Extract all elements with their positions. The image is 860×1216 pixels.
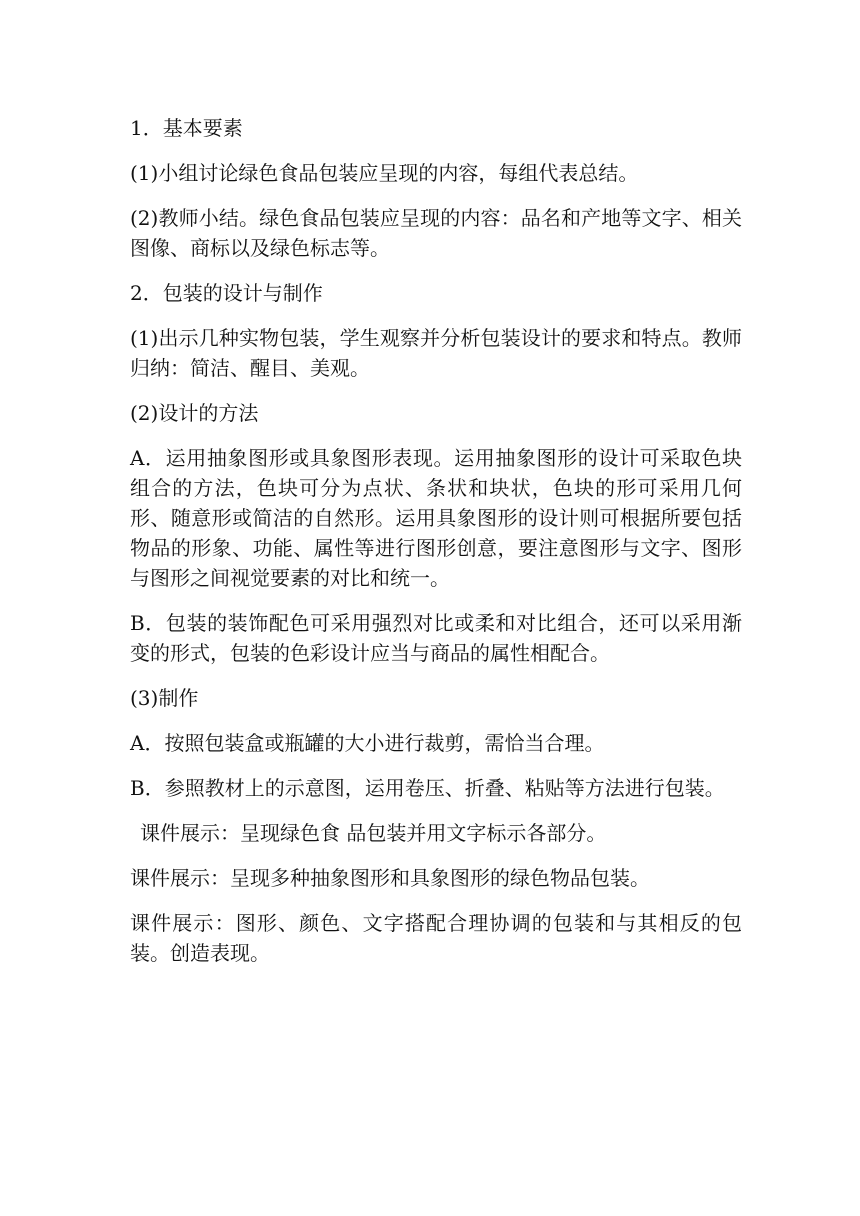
document-body bbox=[130, 113, 742, 983]
section-heading-basic-elements: 1．基本要素 bbox=[130, 116, 243, 140]
section-heading-design-production: 2．包装的设计与制作 bbox=[130, 281, 323, 305]
paragraph-production-b: B．参照教材上的示意图，运用卷压、折叠、粘贴等方法进行包装。 bbox=[130, 776, 725, 800]
paragraph-group-discussion: (1)小组讨论绿色食品包装应呈现的内容，每组代表总结。 bbox=[130, 161, 639, 185]
paragraph-teacher-summary: (2)教师小结。绿色食品包装应呈现的内容：品名和产地等文字、相关图像、商标以及绿色标志等。 bbox=[130, 206, 742, 260]
paragraph-courseware-1: 课件展示：呈现绿色食 品包装并用文字标示各部分。 bbox=[140, 821, 607, 845]
paragraph-method-b: B．包装的装饰配色可采用强烈对比或柔和对比组合，还可以采用渐变的形式，包装的色彩设计应当与商品的属性相配合。 bbox=[130, 611, 742, 665]
subheading-production: (3)制作 bbox=[130, 686, 199, 710]
paragraph-courseware-2: 课件展示：呈现多种抽象图形和具象图形的绿色物品包装。 bbox=[130, 866, 650, 890]
subheading-design-methods: (2)设计的方法 bbox=[130, 401, 259, 425]
paragraph-show-packages: (1)出示几种实物包装，学生观察并分析包装设计的要求和特点。教师归纳：简洁、醒目、美观。 bbox=[130, 326, 742, 380]
paragraph-production-a: A．按照包装盒或瓶罐的大小进行裁剪，需恰当合理。 bbox=[130, 731, 605, 755]
paragraph-method-a: A．运用抽象图形或具象图形表现。运用抽象图形的设计可采取色块组合的方法，色块可分为点状、条状和块状，色块的形可采用几何形、随意形或简洁的自然形。运用具象图形的设计则可根据所要包括物品的形象、功能、属性等进行图形创意，要注意图形与文字、图形与图形之间视觉要素的对比和统一。 bbox=[130, 446, 742, 590]
paragraph-courseware-3: 课件展示：图形、颜色、文字搭配合理协调的包装和与其相反的包装。创造表现。 bbox=[130, 911, 742, 965]
